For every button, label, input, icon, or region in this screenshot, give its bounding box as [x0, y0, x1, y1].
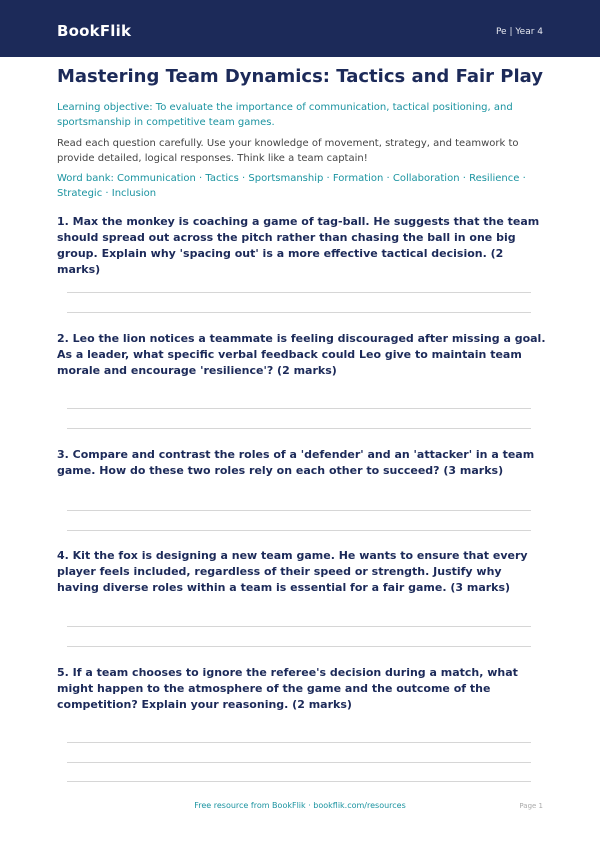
answer-line[interactable] [67, 510, 531, 511]
learning-objective: Learning objective: To evaluate the importance of communication, tactical positioning, and sportsmanship in competitive team games. [57, 102, 513, 128]
instructions: Read each question carefully. Use your knowledge of movement, strategy, and teamwork to provide detailed, logical responses. Think like a team captain! [57, 138, 519, 164]
page-title: Mastering Team Dynamics: Tactics and Fair Play [57, 66, 543, 87]
answer-line[interactable] [67, 626, 531, 627]
page-number: Page 1 [519, 802, 543, 810]
question-2: 2. Leo the lion notices a teammate is feeling discouraged after missing a goal. As a leader, what specific verbal feedback could Leo give to maintain team morale and encourage 'resilience'? (2 marks) [57, 332, 546, 377]
answer-line[interactable] [67, 292, 531, 293]
page-header [0, 0, 600, 57]
question-3: 3. Compare and contrast the roles of a 'defender' and an 'attacker' in a team game. How do these two roles rely on each other to succeed? (3 marks) [57, 448, 535, 477]
answer-line[interactable] [67, 312, 531, 313]
answer-line[interactable] [67, 742, 531, 743]
answer-line[interactable] [67, 530, 531, 531]
answer-line[interactable] [67, 781, 531, 782]
answer-line[interactable] [67, 762, 531, 763]
word-bank: Word bank: Communication · Tactics · Sportsmanship · Formation · Collaboration · Resilience · Strategic · Inclusion [57, 173, 526, 199]
question-1: 1. Max the monkey is coaching a game of tag-ball. He suggests that the team should spread out across the pitch rather than chasing the ball in one big group. Explain why 'spacing out' is a more effective tactical decision. (2 marks) [57, 215, 540, 276]
subject-year-label: Pe | Year 4 [495, 27, 543, 37]
brand-logo: BookFlik [57, 22, 132, 40]
answer-line[interactable] [67, 408, 531, 409]
question-4: 4. Kit the fox is designing a new team game. He wants to ensure that every player feels included, regardless of their speed or strength. Justify why having diverse roles within a team is essential for a fair game. (3 marks) [57, 549, 528, 594]
footer-credit[interactable]: Free resource from BookFlik · bookflik.com/resources [194, 801, 406, 810]
answer-line[interactable] [67, 428, 531, 429]
answer-line[interactable] [67, 646, 531, 647]
question-5: 5. If a team chooses to ignore the referee's decision during a match, what might happen to the atmosphere of the game and the outcome of the competition? Explain your reasoning. (2 marks) [57, 666, 518, 711]
